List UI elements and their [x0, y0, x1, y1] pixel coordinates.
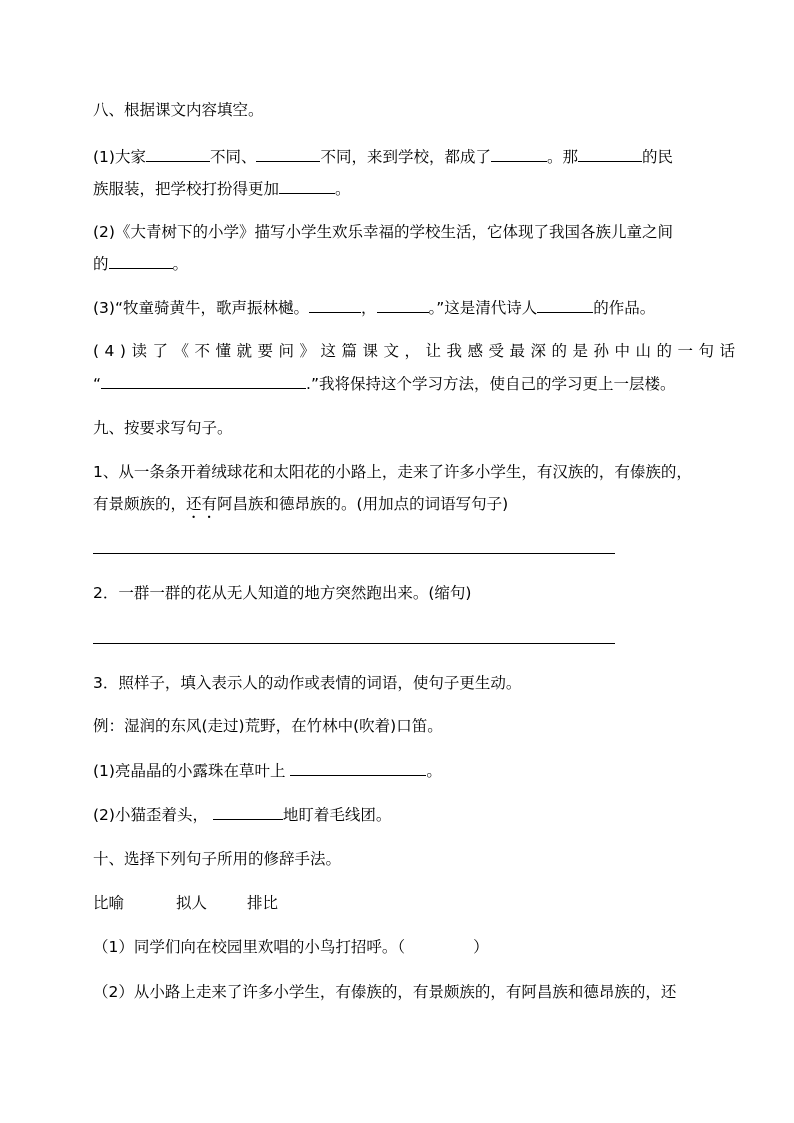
rhetoric-question-2: （2）从小路上走来了许多小学生，有傣族的，有景颇族的，有阿昌族和德昂族的，还	[93, 983, 677, 1001]
fill-blank[interactable]	[377, 297, 429, 313]
section-8-title: 八、根据课文内容填空。	[93, 101, 264, 119]
option-parallelism: 排比	[247, 894, 279, 912]
rhetoric-options	[93, 893, 278, 913]
fill-blank[interactable]	[109, 253, 173, 269]
fill-blank[interactable]	[309, 297, 361, 313]
question-8-1-line2: 族服装，把学校打扮得更加 。	[93, 180, 351, 198]
question-8-4-line2: “ .”我将保持这个学习方法，使自己的学习更上一层楼。	[93, 375, 676, 393]
fill-blank[interactable]	[213, 804, 283, 820]
dotted-word: 还有	[186, 495, 218, 513]
fill-blank[interactable]	[256, 146, 320, 162]
question-8-3: (3)“牧童骑黄牛，歌声振林樾。 ， 。”这是清代诗人 的作品。	[93, 299, 656, 317]
sentence-9-3: 3．照样子，填入表示人的动作或表情的词语，使句子更生动。	[93, 674, 522, 692]
answer-line[interactable]	[93, 553, 615, 554]
fill-blank[interactable]	[537, 297, 593, 313]
sentence-9-2: 2．一群一群的花从无人知道的地方突然跑出来。(缩句)	[93, 584, 472, 602]
question-8-1-line1: (1)大家 不同、 不同，来到学校，都成了 。那 的民	[93, 148, 674, 166]
question-8-2-line2: 的 。	[93, 255, 189, 273]
section-10-title: 十、选择下列句子所用的修辞手法。	[93, 850, 342, 868]
section-9-title: 九、按要求写句子。	[93, 419, 233, 437]
fill-blank[interactable]	[279, 178, 335, 194]
answer-line[interactable]	[93, 643, 615, 644]
fill-blank[interactable]	[290, 760, 426, 776]
fill-blank[interactable]	[101, 373, 306, 389]
example-sentence: 例：湿润的东风(走过)荒野，在竹林中(吹着)口笛。	[93, 717, 443, 735]
fill-blank[interactable]	[146, 146, 210, 162]
option-simile: 比喻	[93, 894, 125, 912]
question-8-2-line1: (2)《大青树下的小学》描写小学生欢乐幸福的学校生活，它体现了我国各族儿童之间	[93, 223, 673, 241]
fill-blank[interactable]	[491, 146, 547, 162]
sentence-9-1-line1: 1、从一条条开着绒球花和太阳花的小路上，走来了许多小学生，有汉族的，有傣族的，	[93, 463, 692, 481]
option-personification: 拟人	[176, 894, 208, 912]
exercise-9-3-1: (1)亮晶晶的小露珠在草叶上 。	[93, 762, 442, 780]
sentence-9-1-line2: 有景颇族的，还有阿昌族和德昂族的。(用加点的词语写句子)	[93, 495, 509, 513]
rhetoric-question-1: （1）同学们向在校园里欢唱的小鸟打招呼。（ ）	[93, 938, 489, 956]
question-8-4-line1: (4)读了《不懂就要问》这篇课文，让我感受最深的是孙中山的一句话	[93, 342, 741, 360]
fill-blank[interactable]	[578, 146, 642, 162]
exercise-9-3-2: (2)小猫歪着头， 地盯着毛线团。	[93, 806, 392, 824]
